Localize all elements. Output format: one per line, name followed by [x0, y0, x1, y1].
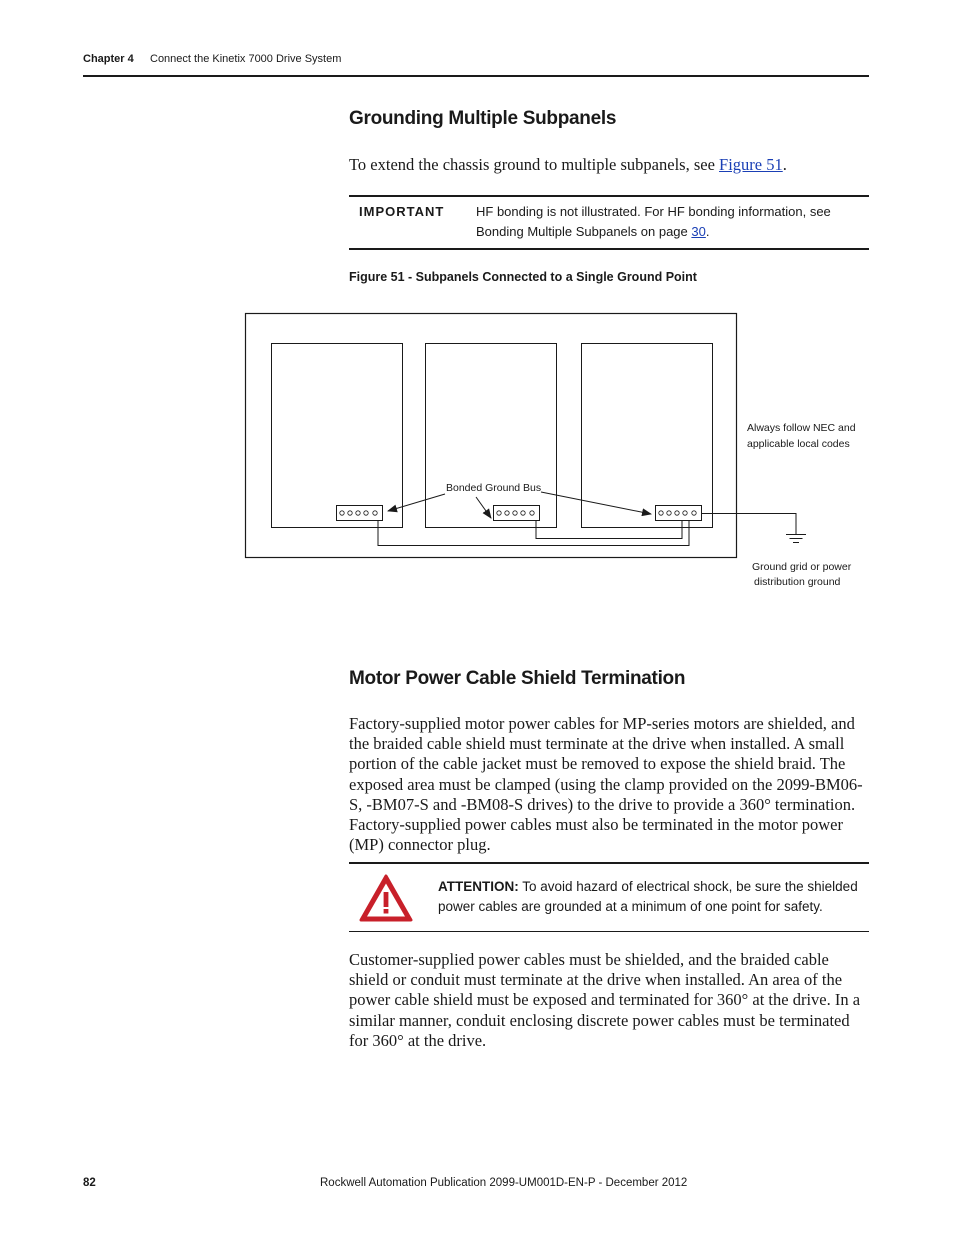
chapter-label: Chapter 4 — [83, 53, 134, 65]
publication-info: Rockwell Automation Publication 2099-UM001D-EN-P - December 2012 — [320, 1177, 688, 1189]
bonded-ground-bus-label: Bonded Ground Bus — [446, 482, 542, 494]
intro-text: To extend the chassis ground to multiple subpanels, see — [349, 155, 720, 174]
figure-caption: Figure 51 - Subpanels Connected to a Single Ground Point — [349, 270, 697, 284]
section-heading-grounding: Grounding Multiple Subpanels — [349, 108, 617, 129]
ground-bus-middle — [494, 506, 540, 521]
bond-wire-middle — [536, 521, 682, 539]
earth-ground-symbol — [786, 535, 806, 543]
page-number: 82 — [83, 1177, 96, 1189]
ground-bus-left — [337, 506, 383, 521]
nec-note-line1: Always follow NEC and — [747, 422, 856, 434]
intro-suffix: . — [782, 155, 787, 174]
shield-paragraph-1: Factory-supplied motor power cables for MP-series motors are shielded, and the braided cable shield must terminate at the drive when installed. A small portion of the cable jacket must be removed to expose the shield braid. The exposed area must be clamped (using the clamp provided on the 2099-BM06-S, -BM07-S and -BM08-S drives) to the drive to provide a 360° termination. Factory-supplied power cables must also be terminated in the motor power (MP) connector plug. — [349, 714, 863, 855]
important-label: IMPORTANT — [359, 204, 445, 219]
ground-note-line2: distribution ground — [754, 576, 841, 588]
arrow-to-left-bus — [388, 494, 445, 511]
warning-triangle-icon — [358, 873, 414, 923]
attention-bottom-rule — [349, 931, 869, 932]
subpanel-left — [272, 344, 403, 528]
figure-51-link[interactable]: Figure 51 — [719, 155, 783, 174]
arrow-to-middle-bus — [476, 497, 491, 518]
attention-message — [438, 877, 858, 917]
subpanel-middle — [426, 344, 557, 528]
attention-top-rule — [349, 862, 869, 864]
bond-wire-left — [378, 521, 689, 546]
ground-wire — [702, 514, 797, 535]
attention-text: To avoid hazard of electrical shock, be sure the shielded power cables are grounded at a minimum of one point for safety. — [438, 879, 858, 914]
important-body: HF bonding is not illustrated. For HF bonding information, see Bonding Multiple Subpanels on page — [476, 204, 831, 239]
subpanel-right — [582, 344, 713, 528]
attention-label: ATTENTION: — [438, 879, 519, 894]
important-suffix: . — [705, 224, 710, 239]
chapter-title: Connect the Kinetix 7000 Drive System — [150, 53, 342, 65]
shield-paragraph-2: Customer-supplied power cables must be shielded, and the braided cable shield or conduit must terminate at the drive when installed. An area of the power cable shield must be exposed and terminated for 360° at the drive. In a similar manner, conduit enclosing discrete power cables must be terminated for 360° at the drive. — [349, 950, 861, 1050]
page-30-link[interactable]: 30 — [691, 224, 706, 239]
nec-note-line2: applicable local codes — [747, 438, 850, 450]
ground-bus-right — [656, 506, 702, 521]
ground-note-line1: Ground grid or power — [752, 561, 852, 573]
arrow-to-right-bus — [541, 492, 651, 514]
section-heading-shield: Motor Power Cable Shield Termination — [349, 668, 686, 689]
